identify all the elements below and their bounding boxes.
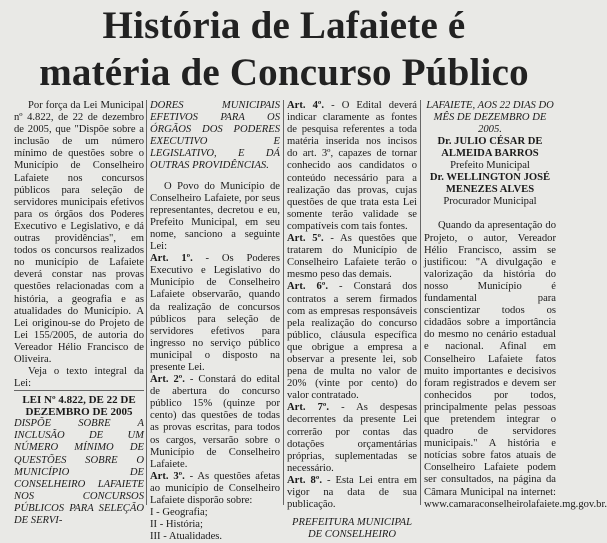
signer-attorney-role: Procurador Municipal	[443, 196, 537, 208]
preamble-paragraph: O Povo do Município de Conselheiro Lafaiete, por seus representantes, decretou e eu, Prefeito Municipal, em seu nome, sanciono a seguinte Lei:	[150, 180, 280, 253]
law-title: LEI Nº 4.822, DE 22 DE DEZEMBRO DE 2005	[14, 390, 144, 418]
article-5	[287, 233, 417, 281]
article-text: - As despesas decorrentes da presente Lei correrão por contas das dotações orçamentárias próprias, suplementadas se necessário.	[287, 402, 417, 474]
headline-line-1: História de Lafaiete é	[102, 4, 466, 47]
article-label: Art. 8º.	[287, 474, 322, 486]
column-divider	[146, 100, 147, 505]
article-label: Art. 7º.	[287, 402, 330, 414]
article-label: Art. 1º.	[150, 253, 193, 265]
article-3-item: I - Geografia;	[150, 507, 208, 519]
column-2	[150, 100, 280, 543]
article-text: - Constará do edital de abertura do concurso público 15% (quinze por cento) das questões de todas as provas escritas, para todos os cargos, versarão sobre o Município de Conselheiro Lafaiete.	[150, 374, 281, 470]
article-text: - O Edital deverá indicar claramente as fontes de pesquisa referentes a toda matéria inserida nos incisos do art. 3º, capazes de tornar conhecido aos candidatos o conteúdo necessário para a realização das provas, cujas questões de que trata esta Lei somente terão validade se compatíveis com tais fontes.	[287, 100, 417, 232]
justification-paragraph: Quando da apresentação do Projeto, o autor, Vereador Hélio Francisco, assim se justificou: "A divulgação e valorização da história do nosso Município é fundamental para conscientizar todos os cidadãos sobre a importância do mesmo no cenário estadual e nacional. Afinal em Conselheiro Lafaiete fatos muito importantes e decisivos foram registrados e devem ser conhecidos por todos, principalmente pelas pessoas que pretendem integrar o quadro de servidores municipais." A história e notícias sobre fatos atuais de Conselheiro Lafaiete podem ser consultados, na página da Câmara Municipal na internet: www.camaraconselheirolafaiete.mg.gov.br.	[424, 220, 607, 510]
article-3-item: II - História;	[150, 519, 203, 531]
article-3-item: III - Atualidades.	[150, 531, 223, 543]
column-divider	[283, 100, 284, 505]
article-label: Art. 2º.	[150, 374, 185, 386]
headline	[0, 2, 568, 96]
see-text-paragraph: Veja o texto integral da Lei:	[14, 366, 144, 390]
article-label: Art. 3º.	[150, 470, 185, 482]
article-1	[150, 253, 280, 374]
article-text: - As questões afetas ao município de Conselheiro Lafaiete disporão sobre:	[150, 470, 280, 506]
article-label: Art. 6º.	[287, 281, 328, 293]
law-summary-continued: DORES MUNICIPAIS EFETIVOS PARA OS ÓRGÃOS DOS PODERES EXECUTIVO E LEGISLATIVO, E DÁ OUTRAS PROVIDÊNCIAS.	[150, 100, 280, 172]
article-6	[287, 281, 417, 402]
article-label: Art. 4º.	[287, 100, 325, 111]
column-1	[14, 100, 144, 527]
column-4	[424, 100, 607, 511]
signer-attorney: Dr. WELLINGTON JOSÉ MENEZES ALVES	[429, 172, 551, 196]
article-7	[287, 402, 417, 475]
closing-date: LAFAIETE, AOS 22 DIAS DO MÊS DE DEZEMBRO DE 2005.	[426, 100, 554, 136]
signer-mayor: Dr. JULIO CÉSAR DE ALMEIDA BARROS	[437, 136, 543, 160]
headline-line-2: matéria de Concurso Público	[39, 51, 529, 94]
column-3	[287, 100, 417, 541]
article-label: Art. 5º.	[287, 233, 324, 245]
article-text: - Constará dos contratos a serem firmados com as empresas responsáveis pela realização do concurso público, cláusula específica que obrigue a empresa a observar a presente lei, sob pena de multa no valor de 20% (vinte por cento) do valor contratado.	[287, 281, 417, 402]
article-2	[150, 374, 280, 471]
closing-location: PREFEITURA MUNICIPAL DE CONSELHEIRO	[292, 517, 412, 541]
article-4	[287, 100, 417, 233]
signer-mayor-role: Prefeito Municipal	[450, 160, 530, 172]
article-text: - Os Poderes Executivo e Legislativo do Município de Conselheiro Lafaiete observarão, quando da realização de concursos públicos para seleção de servidores efetivos para ingresso no serviço público municipal o disposto na presente Lei.	[150, 253, 280, 373]
column-divider	[420, 100, 421, 505]
article-3	[150, 471, 280, 507]
article-text: - Esta Lei entra em vigor na data de sua publicação.	[287, 474, 417, 511]
article-text: - As questões que tratarem do Município de Conselheiro Lafaiete terão o mesmo peso das demais.	[287, 233, 418, 281]
article-8	[287, 475, 417, 511]
intro-paragraph: Por força da Lei Municipal nº 4.822, de 22 de dezembro de 2005, que "Dispõe sobre a inclusão de um número mínimo de questões sobre o Município de Conselheiro Lafaiete nos concursos públicos para seleção de servidores municipais efetivos para os órgãos dos Poderes Executivo e Legislativo, e dá outras providências", em todos os concursos realizados no município de Lafaiete deverá constar nas provas questões relacionadas com a história, a geografia e as atualidades do Município. A Lei originou-se do Projeto de Lei 155/2005, de autoria do Vereador Hélio Francisco de Oliveira.	[14, 100, 144, 365]
law-summary: DISPÕE SOBRE A INCLUSÃO DE UM NÚMERO MÍNIMO DE QUESTÕES SOBRE O MUNICÍPIO DE CONSELHEIRO LAFAIETE NOS CONCURSOS PÚBLICOS PARA SELEÇÃO DE SERVI-	[14, 418, 144, 526]
